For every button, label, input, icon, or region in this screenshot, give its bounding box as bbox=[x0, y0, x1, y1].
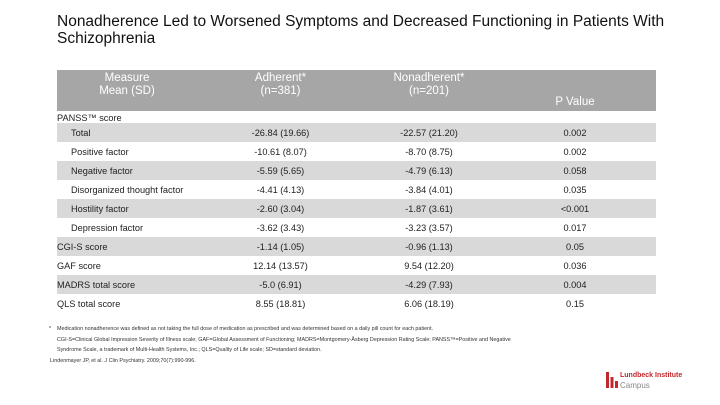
table-row bbox=[57, 123, 656, 142]
header-nonadherent bbox=[364, 70, 494, 111]
lundbeck-logo-icon bbox=[606, 372, 618, 388]
row-label: Depression factor bbox=[71, 222, 144, 233]
logo-line1: Lundbeck Institute bbox=[620, 372, 683, 379]
header-adherent-line2: (n=381) bbox=[260, 85, 301, 97]
row-label: Negative factor bbox=[57, 161, 197, 180]
adherent-value: 12.14 (13.57) bbox=[253, 260, 308, 271]
footnote-definition: Medication nonadherence was defined as not taking the full dose of medication as prescribed and was determined based on a daily pill count for each patient. bbox=[57, 326, 434, 332]
adherent-value: -5.59 (5.65) bbox=[197, 161, 364, 180]
table-row bbox=[57, 180, 656, 199]
table-row bbox=[57, 142, 656, 161]
header-nonadherent-line1: Nonadherent* bbox=[393, 72, 465, 84]
row-label: QLS total score bbox=[57, 298, 121, 309]
results-table bbox=[57, 70, 656, 313]
adherent-value: -2.60 (3.04) bbox=[197, 199, 364, 218]
footnote bbox=[49, 324, 527, 366]
adherent-value: -1.14 (1.05) bbox=[197, 237, 364, 256]
row-label: GAF score bbox=[57, 260, 101, 271]
adherent-value: -26.84 (19.66) bbox=[197, 123, 364, 142]
row-label: Hostility factor bbox=[57, 199, 197, 218]
adherent-value: -4.41 (4.13) bbox=[256, 184, 305, 195]
nonadherent-value: -4.29 (7.93) bbox=[364, 275, 494, 294]
p-value: 0.05 bbox=[494, 237, 656, 256]
adherent-value: -5.0 (6.91) bbox=[197, 275, 364, 294]
header-adherent-line1: Adherent* bbox=[254, 72, 307, 84]
p-value: 0.15 bbox=[566, 298, 584, 309]
section-row bbox=[57, 111, 656, 123]
p-value: 0.036 bbox=[563, 260, 587, 271]
logo-line2: Campus bbox=[620, 381, 650, 390]
footnote-citation: Lindenmayer JP, et al. J Clin Psychiatry. 2009;70(7):990-996. bbox=[50, 357, 196, 364]
header-nonadherent-line2: (n=201) bbox=[409, 85, 449, 97]
section-label: PANSS™ score bbox=[57, 113, 122, 123]
p-value: 0.017 bbox=[563, 222, 587, 233]
table-row bbox=[57, 275, 656, 294]
p-value: 0.004 bbox=[494, 275, 656, 294]
nonadherent-value: -3.84 (4.01) bbox=[405, 184, 453, 195]
table-row bbox=[57, 294, 656, 313]
nonadherent-value: -3.23 (3.57) bbox=[405, 222, 453, 233]
row-label: Total bbox=[57, 123, 197, 142]
row-label: Disorganized thought factor bbox=[71, 184, 184, 195]
p-value: <0.001 bbox=[494, 199, 656, 218]
table-row bbox=[57, 161, 656, 180]
nonadherent-value: 9.54 (12.20) bbox=[404, 260, 454, 271]
table-row bbox=[57, 218, 656, 237]
row-label: Positive factor bbox=[71, 146, 129, 157]
adherent-value: -10.61 (8.07) bbox=[254, 146, 307, 157]
row-label: MADRS total score bbox=[57, 275, 197, 294]
table-row bbox=[57, 199, 656, 218]
header-adherent bbox=[197, 70, 364, 111]
adherent-value: 8.55 (18.81) bbox=[255, 298, 306, 309]
nonadherent-value: -4.79 (6.13) bbox=[364, 161, 494, 180]
table-row bbox=[57, 237, 656, 256]
header-measure-line2: Mean (SD) bbox=[99, 85, 155, 97]
lundbeck-logo bbox=[606, 370, 686, 394]
header-measure-line1: Measure bbox=[104, 72, 150, 84]
nonadherent-value: -0.96 (1.13) bbox=[364, 237, 494, 256]
p-value: 0.035 bbox=[563, 184, 587, 195]
p-value: 0.002 bbox=[494, 123, 656, 142]
p-value: 0.058 bbox=[494, 161, 656, 180]
nonadherent-value: 6.06 (18.19) bbox=[404, 298, 454, 309]
footnote-abbreviations: CGI-S=Clinical Global Impression Severity of Illness scale; GAF=Global Assessment of Functioning; MADRS=Montgomery-Åsberg Depression Rating Scale; PANSS™=Positive and Negative Syndrome Scale, a trademark of Multi-Health Systems, Inc.; QLS=Quality of Life scale; SD=standard deviation. bbox=[57, 336, 511, 353]
nonadherent-value: -8.70 (8.75) bbox=[405, 146, 453, 157]
header-pvalue: P Value bbox=[494, 70, 656, 111]
adherent-value: -3.62 (3.43) bbox=[256, 222, 305, 233]
slide-title: Nonadherence Led to Worsened Symptoms and Decreased Functioning in Patients With Schizophrenia bbox=[57, 13, 665, 47]
header-measure bbox=[57, 70, 197, 111]
table-header-row bbox=[57, 70, 656, 111]
nonadherent-value: -1.87 (3.61) bbox=[364, 199, 494, 218]
nonadherent-value: -22.57 (21.20) bbox=[364, 123, 494, 142]
footnote-star: * bbox=[49, 326, 52, 332]
p-value: 0.002 bbox=[563, 146, 587, 157]
table-row bbox=[57, 256, 656, 275]
row-label: CGI-S score bbox=[57, 237, 197, 256]
